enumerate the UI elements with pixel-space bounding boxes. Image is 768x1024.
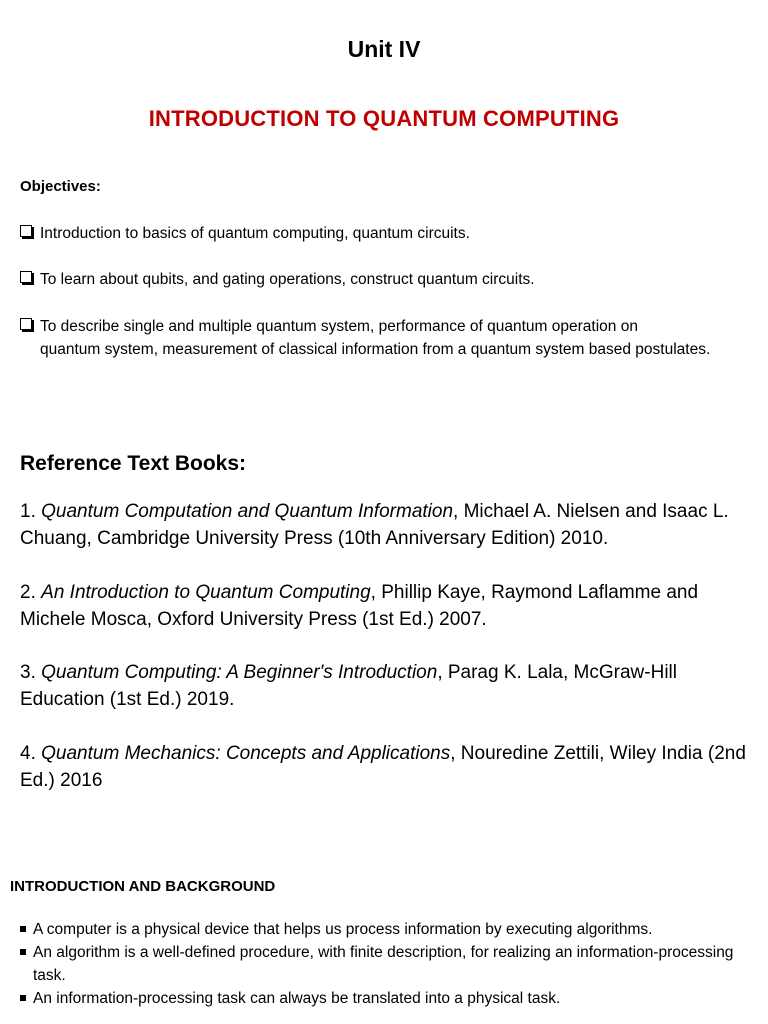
checkbox-bullet-icon [20,318,32,330]
reference-title: An Introduction to Quantum Computing [41,582,371,603]
reference-details: , Phillip Kaye, Raymond Laflamme and Michele Mosca, Oxford University Press (1st Ed.) 2007. [20,582,699,630]
reference-item [20,659,750,713]
reference-item [20,740,750,794]
checkbox-bullet-icon [20,225,32,237]
objective-item-continuation: quantum system, measurement of classical information from a quantum system based postulates. [40,341,711,358]
reference-item [20,579,750,633]
list-item: An algorithm is a well-defined procedure, with finite description, for realizing an information-processing task. [20,941,750,987]
reference-number: 4. [20,743,36,764]
reference-item [20,498,750,552]
square-bullet-icon [20,995,26,1001]
page-title: INTRODUCTION TO QUANTUM COMPUTING [148,106,620,131]
reference-number: 2. [20,582,36,603]
list-item: An information-processing task can always be translated into a physical task. [20,987,750,1010]
reference-details: , Michael A. Nielsen and Isaac L. Chuang, Cambridge University Press (10th Anniversary Edition) 2010. [20,501,729,549]
square-bullet-icon [20,926,26,932]
references-heading: Reference Text Books: [20,452,247,475]
reference-title: Quantum Computation and Quantum Information [41,501,454,522]
objectives-heading: Objectives: [20,178,101,195]
unit-label: Unit IV [347,36,421,62]
reference-title: Quantum Computing: A Beginner's Introduction [41,662,438,683]
square-bullet-icon [20,949,26,955]
objective-item: To describe single and multiple quantum system, performance of quantum operation on quantum system, measurement of classical information from a quantum system based postulates. [20,315,750,361]
checkbox-bullet-icon [20,271,32,283]
section-heading: INTRODUCTION AND BACKGROUND [10,878,276,895]
intro-bullet-list [20,918,750,1010]
objective-item: Introduction to basics of quantum computing, quantum circuits. [20,222,750,245]
reference-title: Quantum Mechanics: Concepts and Applications [41,743,451,764]
reference-details: , Parag K. Lala, McGraw-Hill Education (1st Ed.) 2019. [20,662,677,710]
objective-item: To learn about qubits, and gating operations, construct quantum circuits. [20,268,750,291]
reference-number: 1. [20,501,36,522]
list-item: A computer is a physical device that helps us process information by executing algorithms. [20,918,750,941]
reference-details: , Nouredine Zettili, Wiley India (2nd Ed.) 2016 [20,743,746,791]
reference-number: 3. [20,662,36,683]
